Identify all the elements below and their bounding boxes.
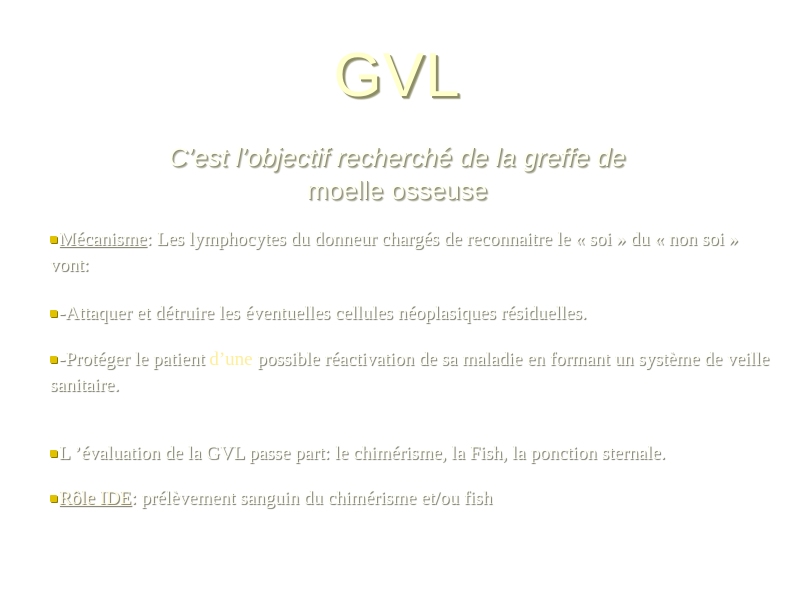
subtitle-line-1: C’est l’objectif recherché de la greffe de xyxy=(168,142,626,172)
paragraph-evaluation xyxy=(50,441,780,467)
square-bullet-icon xyxy=(50,356,57,363)
square-bullet-icon xyxy=(50,450,57,457)
square-bullet-icon xyxy=(50,310,57,317)
subtitle-line-2: moelle osseuse xyxy=(306,175,488,205)
slide-subtitle xyxy=(40,141,754,207)
slide-title: GVL xyxy=(333,41,461,110)
paragraph-role-ide xyxy=(50,486,780,512)
attaquer-text: -Attaquer et détruire les éventuelles cellules néoplasiques résiduelles. xyxy=(59,303,587,324)
mecanisme-label: Mécanisme xyxy=(59,229,147,250)
proteger-highlight: d’une xyxy=(209,349,253,370)
paragraph-mecanisme xyxy=(50,227,780,279)
evaluation-text: L ’évaluation de la GVL passe part: le chimérisme, la Fish, la ponction sternale. xyxy=(59,443,666,464)
paragraph-proteger xyxy=(50,347,780,399)
mecanisme-text: : Les lymphocytes du donneur chargés de reconnaitre le « soi » du « non soi » vont: xyxy=(50,229,739,276)
square-bullet-icon xyxy=(50,495,57,502)
proteger-text-end: possible réactivation de sa maladie en formant un système de veille sanitaire. xyxy=(50,349,770,396)
role-ide-label: Rôle IDE xyxy=(59,488,132,509)
role-ide-text: : prélèvement sanguin du chimérisme et/ou fish xyxy=(131,488,493,509)
square-bullet-icon xyxy=(50,236,57,243)
proteger-text-start: -Protéger le patient xyxy=(59,349,210,370)
paragraph-attaquer xyxy=(50,301,780,327)
